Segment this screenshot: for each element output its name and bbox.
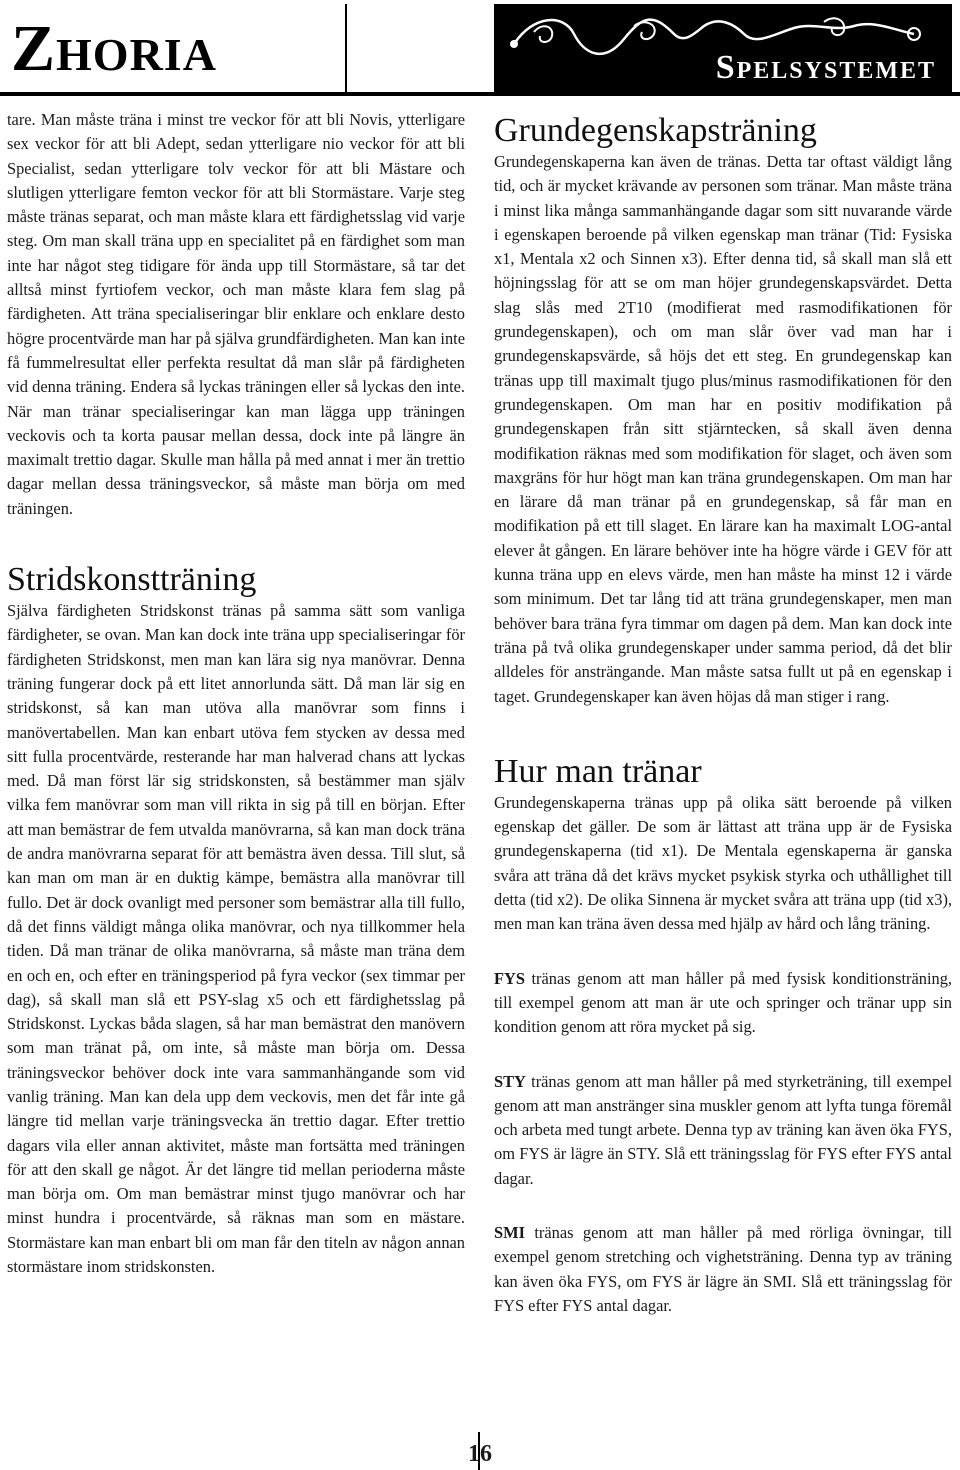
smi-text: tränas genom att man håller på med rörliga övningar, till exempel genom stretching och vighetsträning. Denna typ av träning kan även öka FYS, om FYS är lägre än SMI. Slå ett träningsslag för FYS efter FYS antal dagar. (494, 1222, 952, 1315)
stridskonst-paragraph: Själva färdigheten Stridskonst tränas på samma sätt som vanliga färdigheter, se ovan. Man kan dock inte träna upp specialiseringar för färdigheten Stridskonst, men man kan lära sig nya manövrar. Denna träning fungerar dock på ett litet annorlunda sätt. Då man lär sig en stridskonst, så kan man utöva alla manövrar som finns i manövertabellen. Man kan enbart utöva fem stycken av dessa med sitt fulla procentvärde, resterande har man halverad chans att lyckas med. Då man först lär sig stridskonsten, så bestämmer man själv vilka fem manövrar som man vill rikta in sig på till en början. Efter att man bemästrar de fem utvalda manövrarna, så kan man dock träna de andra manövrarna separat för att bemästra även dessa. Till slut, så kan man om man är en duktig kämpe, bemästra alla manövrar till fullo. Det är dock ovanligt med personer som bemästrar alla till fullo, då det finns väldigt många olika manövrar, och nya tillkommer hela tiden. Då man tränar de olika manövrarna, så måste man träna dem en och en, och efter en träningsperiod på fyra veckor (sex timmar per dag), så skall man slå ett PSY-slag x5 och ett färdighetsslag på Stridskonst. Lyckas båda slagen, så har man bemästrat den manövern som man tränat på, om inte, så måste man börja om. Dessa träningsveckor behöver dock inte vara sammanhängande som vid vanlig träning. Man kan dela upp dem veckovis, men det får inte gå längre tid mellan varje träningsvecka än trettio dagar. Efter trettio dagars vila eller annan aktivitet, måste man fortsätta med träningen för att den skall ge något. Är det längre tid mellan perioderna måste man börja om. Om man bemästrar minst tjugo manövrar och har minst hundra i procentvärde, så räknas man som en mästare. Stormästare kan man enbart bli om man får den titeln av någon annan stormästare inom stridskonsten. (7, 601, 465, 1277)
fys-text: tränas genom att man håller på med fysisk konditionsträning, till exempel genom att man är ute och springer och tränar upp sin kondition genom att röra mycket på sig. (494, 968, 952, 1037)
header-title: Zhoria (11, 12, 217, 85)
header-subtitle: Spelsystemet (715, 49, 936, 86)
section-heading-hur-man-tranar: Hur man tränar (494, 752, 702, 790)
left-column (7, 108, 465, 1279)
smi-label: SMI (494, 1222, 525, 1242)
section-heading-grundegenskap: Grundegenskapsträning (494, 112, 817, 149)
sty-paragraph (494, 1070, 952, 1191)
hur-man-tranar-paragraph: Grundegenskaperna tränas upp på olika sätt beroende på vilken egenskap det gäller. De som är lättast att träna upp är de Fysiska grundegenskaperna (tid x1). De Mentala egenskaperna är ganska svåra att träna då det krävs mycket psykisk styrka och uthållighet till detta (tid x2). De olika Sinnena är mycket svåra att träna upp (tid x3), men man kan träna även dessa med hjälp av hård och lång träning. (494, 792, 952, 934)
right-column (494, 112, 952, 1318)
intro-paragraph: tare. Man måste träna i minst tre veckor för att bli Novis, ytterligare sex veckor för att bli Adept, sedan ytterligare nio veckor för att bli Specialist, sedan ytterligare tolv veckor för att bli Mästare och slutligen ytterligare femton veckor för att bli Stormästare. Varje steg måste tränas separat, och man måste klara ett färdighetsslag vid varje steg. Om man skall träna upp en specialitet på en färdighet som man inte har något steg tidigare för ända upp till Stormästare, så tar det alltså minst fyrtiofem veckor, och man måste klara fem slag på färdigheten. Att träna specialiseringar blir enklare och enklare desto högre procentvärde man har på själva grundfärdigheten. Man kan inte få fummelresultat eller perfekta resultat då man slår på färdigheten vid denna träning. Endera så lyckas träningen eller så lyckas den inte. När man tränar specialiseringar kan man lägga upp träningen veckovis och ta korta pausar mellan dessa, dock inte på längre än maximalt trettio dagar. Skulle man hålla på med annat i mer än trettio dagar mellan dessa träningsveckor, så måste man börja om med träningen. (7, 110, 465, 518)
grundegenskap-paragraph: Grundegenskaperna kan även de tränas. Detta tar oftast väldigt lång tid, och är mycket krävande av personen som tränar. Man måste träna i minst lika många sammanhängande dagar som sitt nuvarande värde i egenskapen beroende på vilken egenskap man tränar (Tid: Fysiska x1, Mentala x2 och Sinnen x3). Efter denna tid, så skall man slå ett höjningsslag för att se om man höjer grundegenskapsvärdet. Detta slag slås med 2T10 (modifierat med rasmodifikationen för grundegenskapen), och om man slår över vad man har i grundegenskapsvärde, så höjs det ett steg. En grundegenskap kan tränas upp till maximalt tjugo plus/minus rasmodifikationen för den grundegenskapen. Om man har en positiv modifikation på grundegenskapen från sitt stjärntecken, så skall även denna modifikation räknas med som modifikation för slaget, och även som maxgräns för hur högt man kan träna grundegenskapen. Om man har en lärare då man tränar på en grundegenskap, så får man en modifikation på ett till slaget. En lärare kan ha maximalt LOG-antal elever åt gången. En lärare behöver inte ha högre värde i GEV för att kunna träna upp en elevs värde, men han måste ha minst 12 i värde som minimum. Det tar lång tid att träna grundegenskaper, men man behöver bara träna fyra timmar om dagen på dem. Man kan dock inte träna på två olika grundegenskaper under samma period, då det blir alldeles för ansträngande. Man måste satsa fullt ut på en egenskap i taget. Grundegenskaper kan även höjas då man stiger i rang. (494, 152, 952, 706)
fys-paragraph (494, 967, 952, 1040)
section-heading-stridskonst: Stridskonstträning (7, 561, 257, 599)
page-header (0, 0, 960, 92)
zhoria-logo (7, 4, 347, 92)
header-rule (0, 92, 960, 96)
smi-paragraph (494, 1221, 952, 1318)
spelsystemet-banner (494, 4, 952, 92)
sty-label: STY (494, 1071, 526, 1091)
fys-label: FYS (494, 968, 525, 988)
page-number: 16 (468, 1441, 492, 1467)
sty-text: tränas genom att man håller på med styrketräning, till exempel genom att man anstränger sina muskler genom att lyfta tunga föremål och arbeta med tungt arbete. Denna typ av träning kan även öka FYS, om FYS är lägre än STY. Slå ett träningsslag för FYS efter FYS antal dagar. (494, 1071, 952, 1188)
